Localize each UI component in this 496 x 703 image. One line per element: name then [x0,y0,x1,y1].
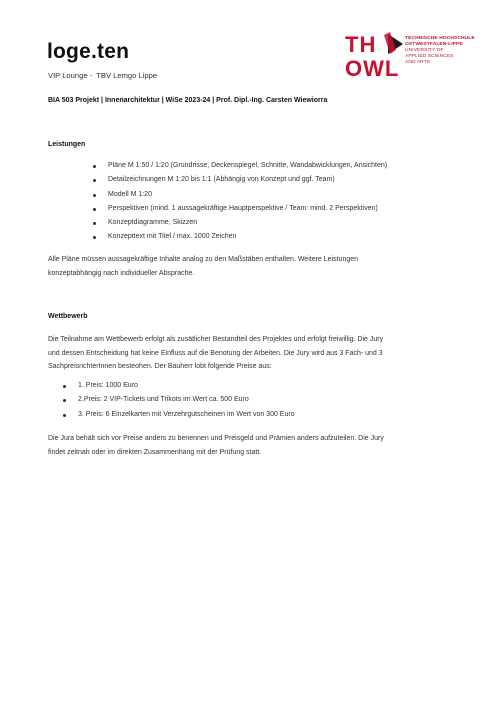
list-item: Pläne M 1:50 / 1:20 (Grundrisse, Deckenspiegel, Schnitte, Wandabwicklungen, Ansichten) [108,161,387,175]
prize-list [78,381,295,424]
project-info-line: BIA 503 Projekt | Innenarchitektur | WiSe 2023-24 | Prof. Dipl.-Ing. Carsten Wiewiorra [48,97,328,104]
list-item: Detailzeichnungen M 1:20 bis 1:1 (Abhängig von Konzept und ggf. Team) [108,175,387,189]
text-line: Alle Pläne müssen aussagekräftige Inhalte analog zu den Maßstäben enthalten. Weitere Leistungen [48,256,359,263]
list-item: Konzeptdiagramme, Skizzen [108,218,387,232]
text-line: Die Jura behält sich vor Preise anders zu benennen und Preisgeld und Prämien anders aufzuteilen. Die Jury [48,435,384,442]
wettbewerb-outro [48,432,468,459]
logo-line-1: TECHNISCHE HOCHSCHULE [405,36,475,41]
leistungen-list [108,161,387,247]
list-item: 2.Preis: 2 VIP-Tickets und Trikots im Wert ca. 500 Euro [78,395,295,409]
text-line: Die Teilnahme am Wettbewerb erfolgt als zusätlicher Bestandteil des Projektes und erfolgt freiwillig. Die Jury [48,336,384,343]
page-title: loge.ten [47,40,130,63]
page-subtitle: VIP Lounge - TBV Lemgo Lippe [48,71,158,80]
list-item: Modell M 1:20 [108,190,387,204]
wettbewerb-intro [48,333,468,374]
section-heading-leistungen: Leistungen [48,141,86,148]
text-line: und dessen Entscheidung hat keine Einfluss auf die Benotung der Arbeiten. Die Jury wird aus 3 Fach- und 3 [48,349,383,357]
list-item: 1. Preis: 1000 Euro [78,381,295,395]
logo-line-2: OSTWESTFALEN-LIPPE [405,42,463,47]
logo-mark-top: TH [345,32,377,57]
list-item: 3. Preis: 6 Einzelkarten mit Verzehrgutscheinen im Wert von 300 Euro [78,410,295,424]
list-item: Konzepttext mit Titel / max. 1000 Zeichen [108,232,387,246]
list-item: Perspektiven (mind. 1 aussagekräftige Hauptperspektive / Team: mind. 2 Perspektiven) [108,204,387,218]
section-heading-wettbewerb: Wettbewerb [48,313,88,320]
logo-line-5: AND ARTS [405,60,431,65]
text-line: SachpreisrichterInnen besteohen. Der Bauherr lobt folgende Preise aus: [48,363,272,370]
logo-mark-bottom: OWL [345,56,400,80]
logo-line-4: APPLIED SCIENCES [405,54,454,59]
text-line: konzeptabhängig nach individueller Absprache. [48,269,195,277]
logo-wordmark [405,36,475,66]
leistungen-note [48,253,468,280]
text-line: findet zeitnah oder im direkten Zusammenhang mit der Prüfung statt. [48,448,262,456]
logo-line-3: UNIVERSITY OF [405,48,444,53]
